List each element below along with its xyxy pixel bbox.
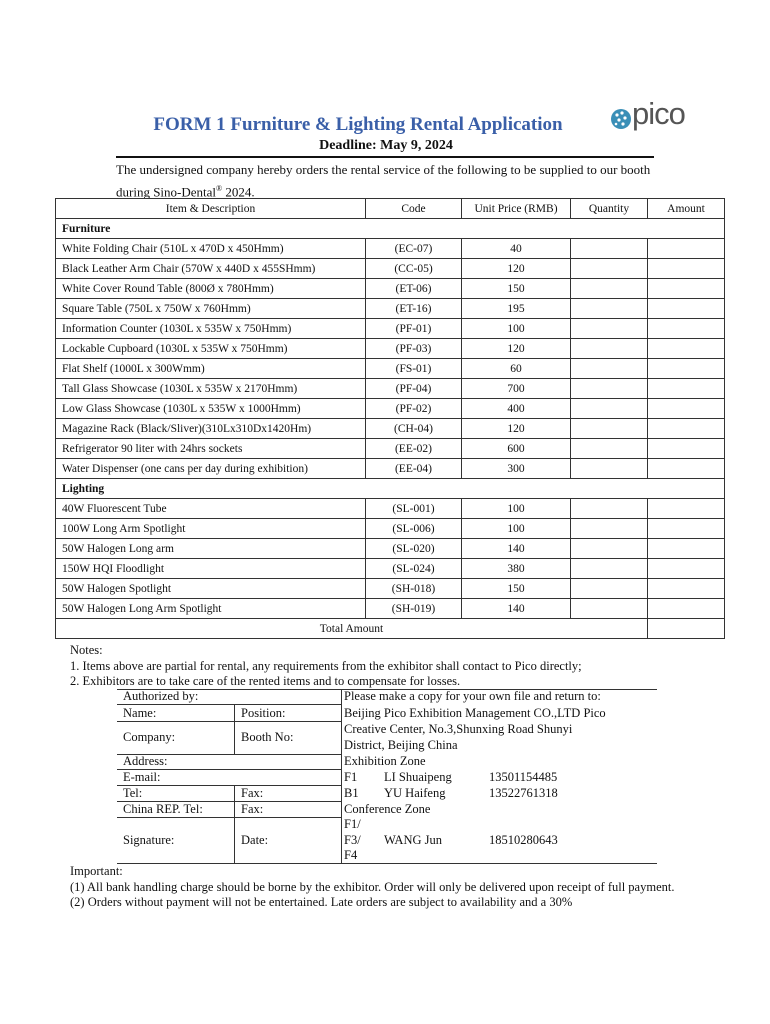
table-row [56, 399, 725, 419]
deadline: Deadline: May 9, 2024 [319, 138, 453, 153]
column-header: Unit Price (RMB) [462, 199, 571, 219]
item-code: (PF-04) [366, 379, 462, 399]
amount-cell[interactable] [648, 519, 725, 539]
item-code: (CC-05) [366, 259, 462, 279]
intro-text [116, 160, 656, 201]
item-description: 50W Halogen Long Arm Spotlight [56, 599, 366, 619]
pico-logo-icon [610, 106, 632, 132]
date-field[interactable]: Date: [241, 833, 269, 847]
item-description: Information Counter (1030L x 535W x 750Hmm) [56, 319, 366, 339]
total-row [56, 619, 725, 639]
conf-contact-phone: 18510280643 [489, 833, 558, 847]
amount-cell[interactable] [648, 319, 725, 339]
unit-price: 600 [462, 439, 571, 459]
amount-cell[interactable] [648, 559, 725, 579]
amount-cell[interactable] [648, 459, 725, 479]
return-address-line: Creative Center, No.3,Shunxing Road Shunyi [344, 722, 573, 736]
quantity-cell[interactable] [571, 259, 648, 279]
divider [234, 705, 235, 754]
item-description: Low Glass Showcase (1030L x 535W x 1000Hmm) [56, 399, 366, 419]
item-code: (SH-019) [366, 599, 462, 619]
important-heading: Important: [70, 864, 123, 878]
item-description: White Folding Chair (510L x 470D x 450Hmm) [56, 239, 366, 259]
table-row [56, 519, 725, 539]
divider [117, 785, 341, 786]
item-description: 100W Long Arm Spotlight [56, 519, 366, 539]
rental-table [55, 198, 725, 639]
unit-price: 700 [462, 379, 571, 399]
amount-cell[interactable] [648, 279, 725, 299]
table-row [56, 339, 725, 359]
conf-floor: F1/ [344, 817, 361, 831]
unit-price: 60 [462, 359, 571, 379]
amount-cell[interactable] [648, 359, 725, 379]
item-description: Tall Glass Showcase (1030L x 535W x 2170Hmm) [56, 379, 366, 399]
quantity-cell[interactable] [571, 599, 648, 619]
amount-cell[interactable] [648, 339, 725, 359]
unit-price: 300 [462, 459, 571, 479]
table-row [56, 559, 725, 579]
table-row [56, 319, 725, 339]
column-header: Code [366, 199, 462, 219]
contact-phone: 13501154485 [489, 770, 558, 784]
note-line: 2. Exhibitors are to take care of the rented items and to compensate for losses. [70, 674, 461, 688]
notes [70, 643, 710, 690]
return-instruction: Please make a copy for your own file and return to: [344, 689, 601, 703]
unit-price: 100 [462, 319, 571, 339]
item-description: 150W HQI Floodlight [56, 559, 366, 579]
quantity-cell[interactable] [571, 299, 648, 319]
page-title: FORM 1 Furniture & Lighting Rental Application [153, 114, 563, 135]
contact-phone: 13522761318 [489, 786, 558, 800]
logo-text: pico [632, 96, 685, 131]
table-row [56, 459, 725, 479]
item-code: (FS-01) [366, 359, 462, 379]
amount-cell[interactable] [648, 299, 725, 319]
quantity-cell[interactable] [571, 499, 648, 519]
item-description: Magazine Rack (Black/Sliver)(310Lx310Dx1420Hm) [56, 419, 366, 439]
table-row [56, 539, 725, 559]
signature-field[interactable]: Signature: [123, 833, 175, 847]
category-row [56, 479, 725, 499]
unit-price: 150 [462, 279, 571, 299]
table-row [56, 299, 725, 319]
item-description: Water Dispenser (one cans per day during exhibition) [56, 459, 366, 479]
quantity-cell[interactable] [571, 459, 648, 479]
header-rule [116, 156, 654, 158]
quantity-cell[interactable] [571, 439, 648, 459]
quantity-cell[interactable] [571, 559, 648, 579]
unit-price: 100 [462, 499, 571, 519]
category-label: Lighting [56, 479, 725, 499]
intro-tail: 2024. [222, 184, 255, 200]
quantity-cell[interactable] [571, 399, 648, 419]
unit-price: 120 [462, 339, 571, 359]
authorization-section [117, 689, 657, 864]
amount-cell[interactable] [648, 419, 725, 439]
registered-mark: ® [216, 184, 223, 193]
conf-floor: F4 [344, 848, 358, 862]
amount-cell[interactable] [648, 599, 725, 619]
item-code: (SL-020) [366, 539, 462, 559]
item-code: (PF-01) [366, 319, 462, 339]
email-field[interactable]: E-mail: [123, 770, 161, 784]
amount-cell[interactable] [648, 579, 725, 599]
item-description: 40W Fluorescent Tube [56, 499, 366, 519]
item-code: (EC-07) [366, 239, 462, 259]
quantity-cell[interactable] [571, 239, 648, 259]
unit-price: 400 [462, 399, 571, 419]
category-label: Furniture [56, 219, 725, 239]
amount-cell[interactable] [648, 499, 725, 519]
divider [234, 786, 235, 863]
item-code: (EE-04) [366, 459, 462, 479]
divider [117, 817, 341, 818]
unit-price: 140 [462, 599, 571, 619]
contact-floor: B1 [344, 786, 359, 800]
amount-cell[interactable] [648, 539, 725, 559]
item-code: (EE-02) [366, 439, 462, 459]
item-description: Black Leather Arm Chair (570W x 440D x 455SHmm) [56, 259, 366, 279]
item-code: (SL-024) [366, 559, 462, 579]
return-address-line: District, Beijing China [344, 738, 458, 752]
table-row [56, 379, 725, 399]
address-field[interactable]: Address: [123, 754, 168, 768]
table-row [56, 259, 725, 279]
table-row [56, 419, 725, 439]
column-header: Quantity [571, 199, 648, 219]
company-field[interactable]: Company: [123, 730, 176, 744]
note-line: 1. Items above are partial for rental, any requirements from the exhibitor shall contact to Pico directly; [70, 658, 582, 673]
table-row [56, 359, 725, 379]
item-code: (ET-06) [366, 279, 462, 299]
unit-price: 380 [462, 559, 571, 579]
important-section [70, 864, 692, 911]
quantity-cell[interactable] [571, 339, 648, 359]
item-code: (CH-04) [366, 419, 462, 439]
item-code: (SL-006) [366, 519, 462, 539]
item-description: Refrigerator 90 liter with 24hrs sockets [56, 439, 366, 459]
unit-price: 40 [462, 239, 571, 259]
item-code: (PF-02) [366, 399, 462, 419]
quantity-cell[interactable] [571, 579, 648, 599]
important-line: (2) Orders without payment will not be entertained. Late orders are subject to availability and a 30% [70, 895, 573, 909]
amount-cell[interactable] [648, 399, 725, 419]
quantity-cell[interactable] [571, 419, 648, 439]
quantity-cell[interactable] [571, 379, 648, 399]
divider [117, 721, 341, 722]
divider [117, 704, 341, 705]
conf-contact-name: WANG Jun [384, 833, 442, 847]
total-label: Total Amount [56, 619, 648, 639]
item-code: (SL-001) [366, 499, 462, 519]
exhibition-zone-heading: Exhibition Zone [344, 754, 426, 768]
item-code: (ET-16) [366, 299, 462, 319]
table-row [56, 239, 725, 259]
total-amount-cell[interactable] [648, 619, 725, 639]
column-header: Item & Description [56, 199, 366, 219]
quantity-cell[interactable] [571, 279, 648, 299]
china-rep-tel-field[interactable]: China REP. Tel: [123, 802, 203, 816]
quantity-cell[interactable] [571, 539, 648, 559]
item-description: Lockable Cupboard (1030L x 535W x 750Hmm) [56, 339, 366, 359]
unit-price: 120 [462, 419, 571, 439]
table-header-row [56, 199, 725, 219]
name-field[interactable]: Name: [123, 706, 157, 720]
conf-floor: F3/ [344, 833, 361, 847]
amount-cell[interactable] [648, 259, 725, 279]
booth-no-field[interactable]: Booth No: [241, 730, 294, 744]
authorized-by-label: Authorized by: [123, 689, 199, 703]
contact-name: LI Shuaipeng [384, 770, 452, 784]
unit-price: 195 [462, 299, 571, 319]
important-line: (1) All bank handling charge should be borne by the exhibitor. Order will only be delivered upon receipt of full payment. [70, 879, 675, 894]
column-header: Amount [648, 199, 725, 219]
unit-price: 140 [462, 539, 571, 559]
amount-cell[interactable] [648, 439, 725, 459]
table-row [56, 279, 725, 299]
item-description: Flat Shelf (1000L x 300Wmm) [56, 359, 366, 379]
unit-price: 120 [462, 259, 571, 279]
contact-name: YU Haifeng [384, 786, 446, 800]
category-row [56, 219, 725, 239]
unit-price: 100 [462, 519, 571, 539]
table-row [56, 599, 725, 619]
table-row [56, 579, 725, 599]
table-row [56, 439, 725, 459]
item-code: (SH-018) [366, 579, 462, 599]
contact-floor: F1 [344, 770, 358, 784]
table-row [56, 499, 725, 519]
pico-logo [610, 96, 705, 136]
amount-cell[interactable] [648, 379, 725, 399]
item-description: 50W Halogen Long arm [56, 539, 366, 559]
item-code: (PF-03) [366, 339, 462, 359]
item-description: Square Table (750L x 750W x 760Hmm) [56, 299, 366, 319]
quantity-cell[interactable] [571, 359, 648, 379]
unit-price: 150 [462, 579, 571, 599]
return-address-line: Beijing Pico Exhibition Management CO.,LTD Pico [344, 706, 606, 720]
conference-zone-heading: Conference Zone [344, 802, 431, 816]
tel-field[interactable]: Tel: [123, 786, 143, 800]
divider [341, 689, 342, 863]
quantity-cell[interactable] [571, 519, 648, 539]
item-description: White Cover Round Table (800Ø x 780Hmm) [56, 279, 366, 299]
china-rep-fax-field[interactable]: Fax: [241, 802, 264, 816]
fax-field[interactable]: Fax: [241, 786, 264, 800]
item-description: 50W Halogen Spotlight [56, 579, 366, 599]
position-field[interactable]: Position: [241, 706, 286, 720]
intro-body: The undersigned company hereby orders the rental service of the following to be supplied to our booth during Sino-Dental [116, 162, 651, 200]
quantity-cell[interactable] [571, 319, 648, 339]
notes-heading: Notes: [70, 643, 103, 657]
amount-cell[interactable] [648, 239, 725, 259]
